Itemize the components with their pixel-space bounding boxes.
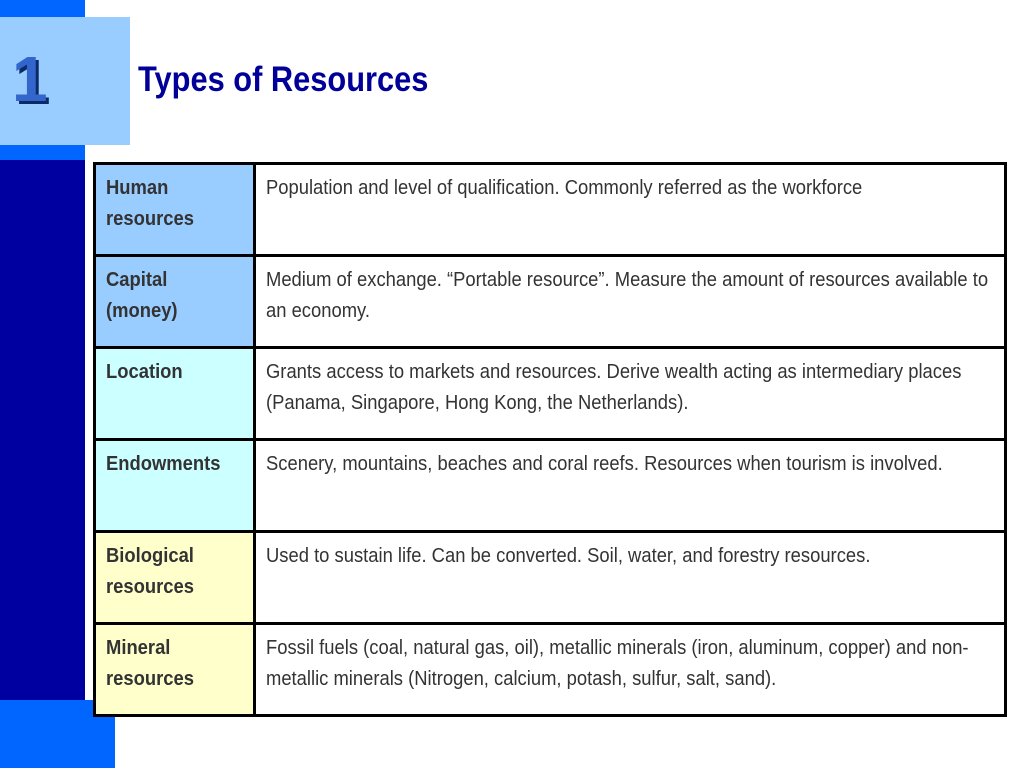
row-description-cell (255, 164, 1006, 256)
row-description-cell (255, 532, 1006, 624)
table-row (95, 440, 1006, 532)
row-description: Used to sustain life. Can be converted. Soil, water, and forestry resources. (266, 545, 871, 567)
row-label: Endowments (106, 453, 221, 475)
row-description: Grants access to markets and resources. Derive wealth acting as intermediary places (Panama, Singapore, Hong Kong, the Netherlands). (266, 361, 962, 414)
row-label: Human resources (106, 177, 194, 230)
table-row (95, 256, 1006, 348)
row-label-cell (95, 164, 255, 256)
slide-number-box (0, 17, 130, 145)
row-description: Fossil fuels (coal, natural gas, oil), metallic minerals (iron, aluminum, copper) and non-metallic minerals (Nitrogen, calcium, potash, sulfur, salt, sand). (266, 637, 969, 690)
row-label-cell (95, 440, 255, 532)
row-description: Medium of exchange. “Portable resource”. Measure the amount of resources available to an economy. (266, 269, 989, 322)
table-row (95, 532, 1006, 624)
row-label-cell (95, 624, 255, 716)
slide-title: Types of Resources (138, 60, 429, 99)
row-label: Biological resources (106, 545, 194, 598)
row-label-cell (95, 348, 255, 440)
sidebar-decoration (0, 160, 85, 700)
resources-table (93, 162, 1007, 717)
row-label: Mineral resources (106, 637, 194, 690)
table-row (95, 348, 1006, 440)
row-label: Capital (money) (106, 269, 178, 322)
table-row (95, 624, 1006, 716)
row-description-cell (255, 624, 1006, 716)
row-description-cell (255, 440, 1006, 532)
slide-number: 1 (12, 43, 48, 115)
row-description: Scenery, mountains, beaches and coral reefs. Resources when tourism is involved. (266, 453, 943, 475)
row-description: Population and level of qualification. Commonly referred as the workforce (266, 177, 863, 199)
row-description-cell (255, 348, 1006, 440)
row-label: Location (106, 361, 183, 383)
row-label-cell (95, 256, 255, 348)
row-description-cell (255, 256, 1006, 348)
row-label-cell (95, 532, 255, 624)
table-row (95, 164, 1006, 256)
